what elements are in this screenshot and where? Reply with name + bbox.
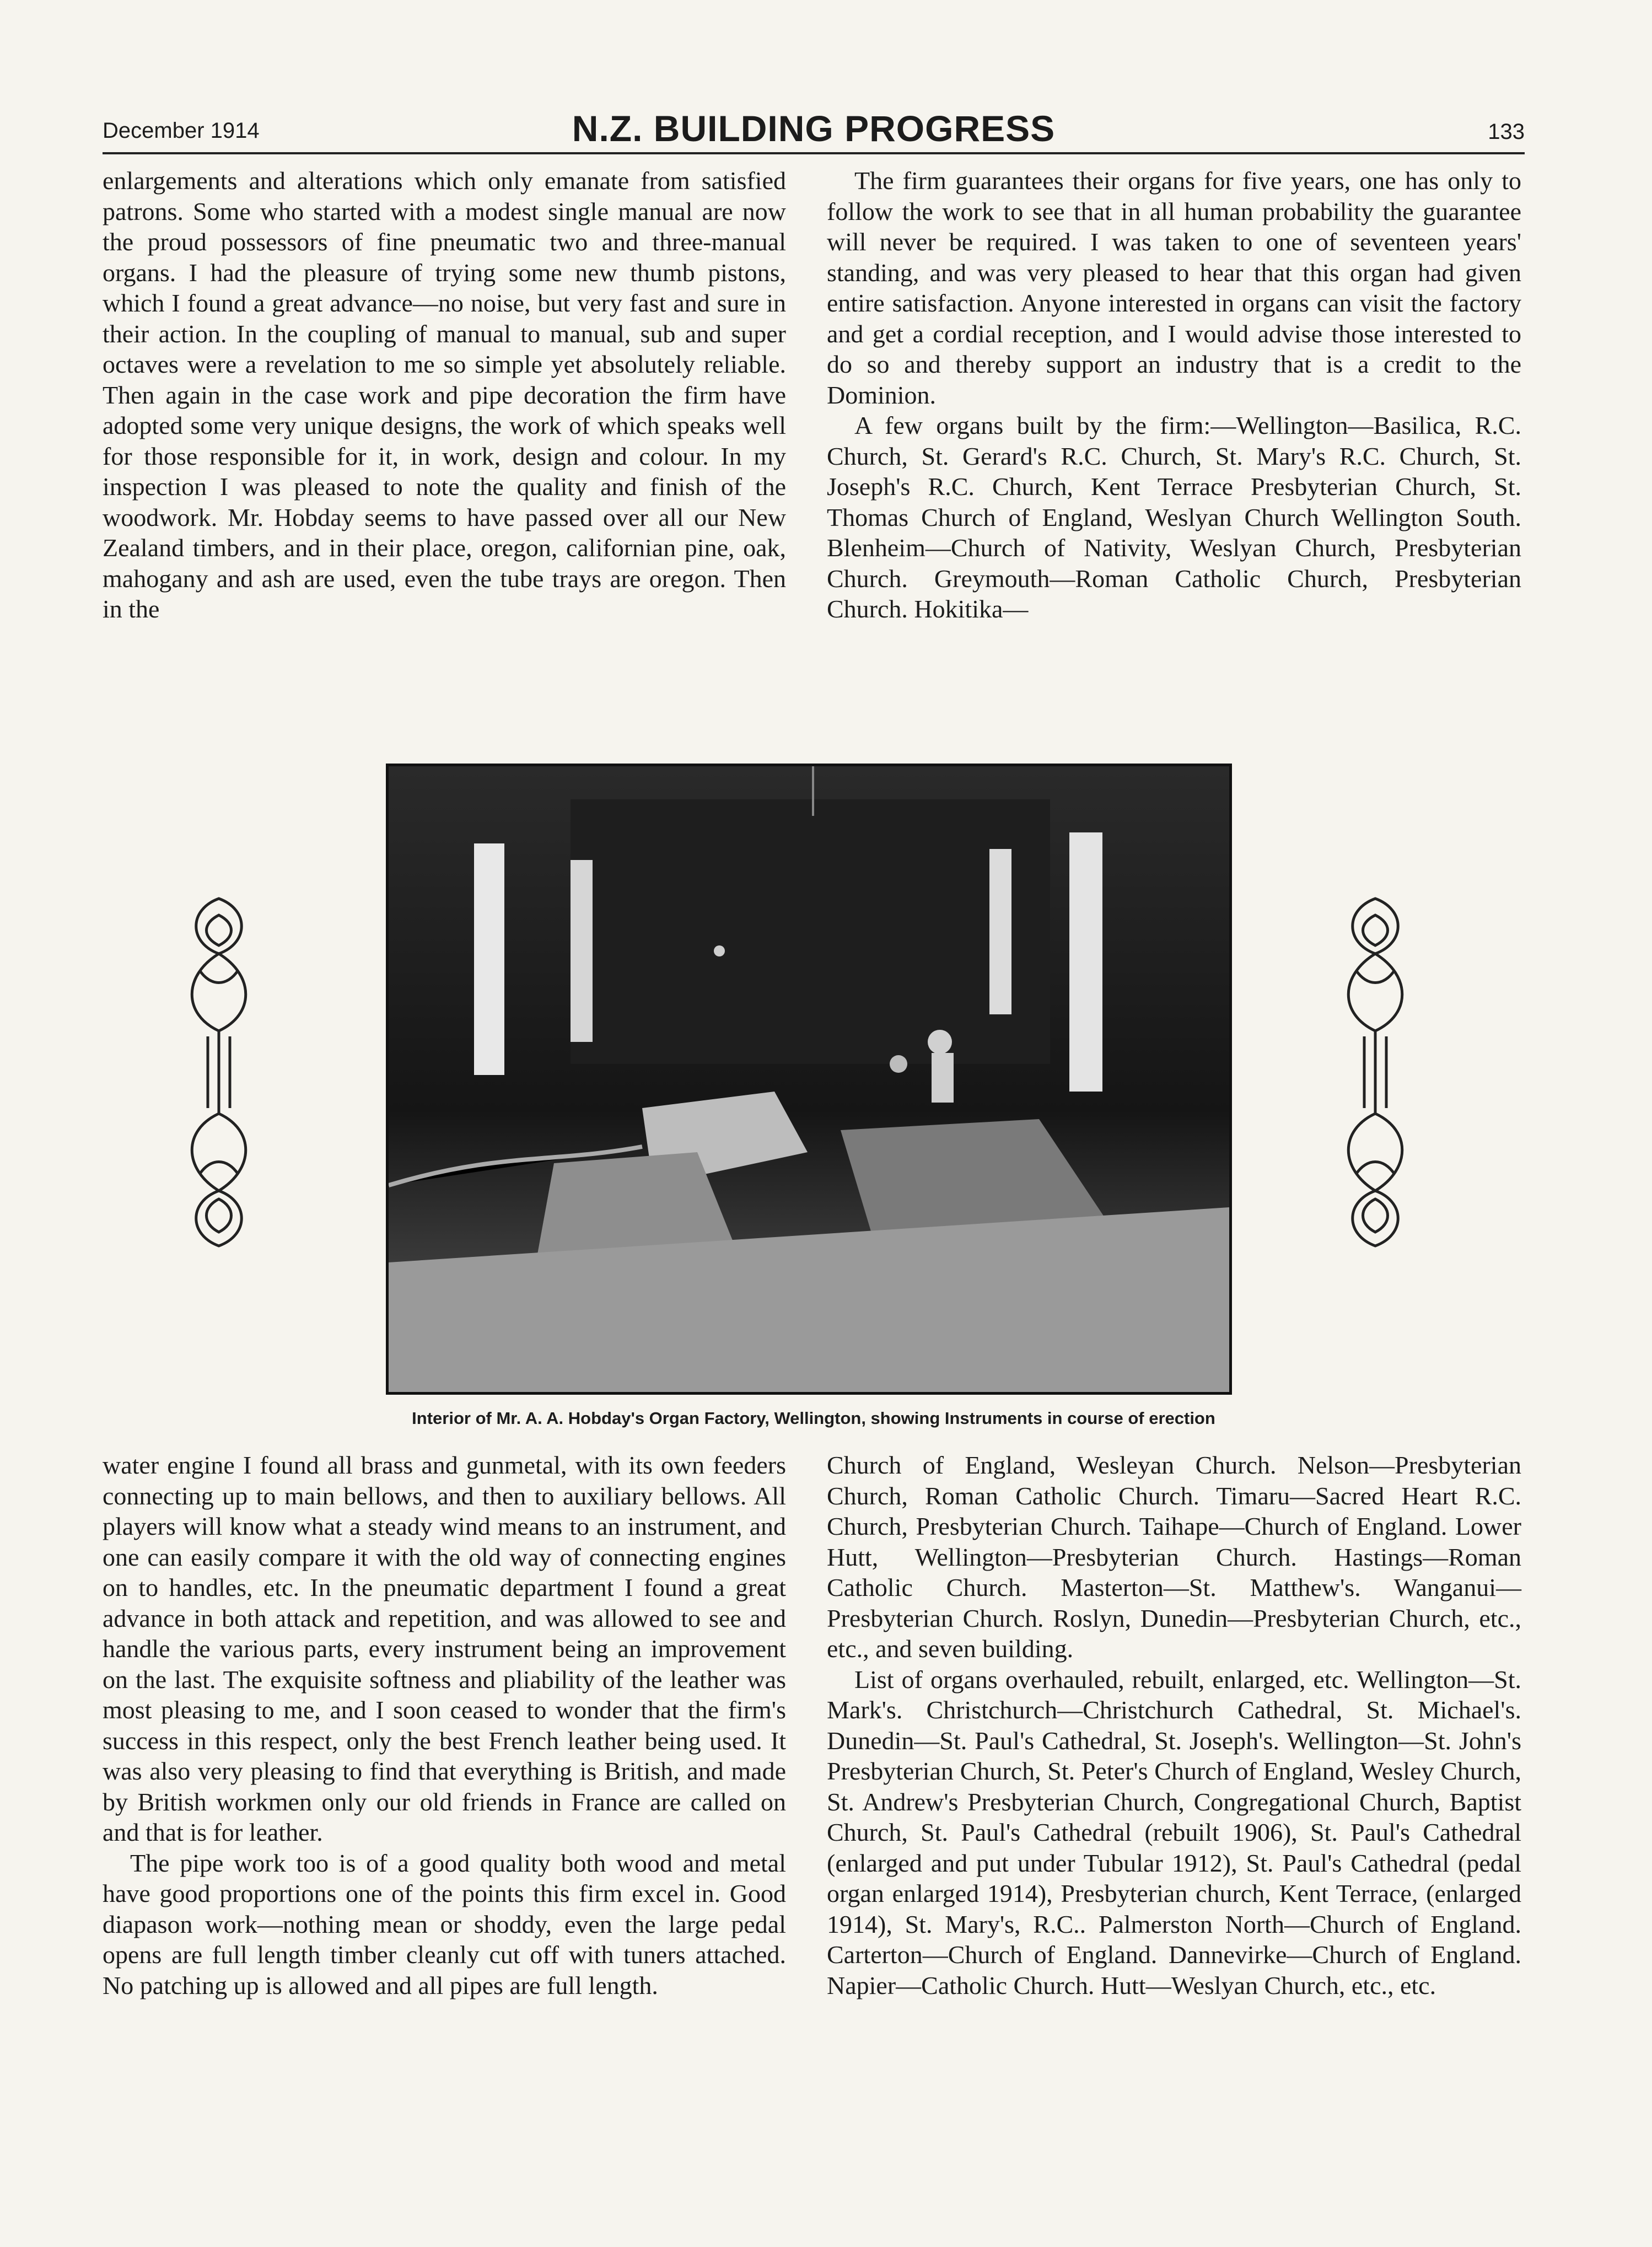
page-number: 133 (1488, 120, 1525, 144)
header-rule (103, 152, 1525, 154)
column-bottom-right (827, 1450, 1521, 2001)
column-top-left (103, 165, 786, 625)
art-nouveau-ornament-right-icon (1334, 893, 1417, 1251)
paragraph: enlargements and alterations which only emanate from satisfied patrons. Some who started with a modest single manual are now the proud possessors of fine pneumatic two and three-manual organs. I had the pleasure of trying some new thumb pistons, which I found a great advance—no noise, but very fast and sure in their action. In the coupling of manual to manual, sub and super octaves were a revelation to me so simple yet absolutely reliable. Then again in the case work and pipe decoration the firm have adopted some very unique designs, the work of which speaks well for those responsible for it, in work, design and colour. In my inspection I was pleased to note the quality and finish of the woodwork. Mr. Hobday seems to have passed over all our New Zealand timbers, and in their place, oregon, californian pine, oak, mahogany and ash are used, even the tube trays are oregon. Then in the (103, 166, 786, 623)
paragraph: The firm guarantees their organs for five years, one has only to follow the work to see that in all human probability the guarantee will never be required. I was taken to one of seventeen years' standing, and was very pleased to hear that this organ had given entire satisfaction. Anyone interested in organs can visit the factory and get a cordial reception, and I would advise those interested to do so and thereby support an industry that is a credit to the Dominion. (827, 166, 1521, 409)
paragraph: The pipe work too is of a good quality both wood and metal have good proportions one of the points this firm excel in. Good diapason work—nothing mean or shoddy, even the large pedal opens are full length timber cleanly cut off with tuners attached. No patching up is allowed and all pipes are full length. (103, 1848, 786, 1999)
issue-date: December 1914 (103, 119, 260, 143)
column-top-right (827, 165, 1521, 625)
page-header (103, 107, 1525, 152)
photo-caption: Interior of Mr. A. A. Hobday's Organ Factory, Wellington, showing Instruments in course of erection (412, 1409, 1215, 1428)
art-nouveau-ornament-left-icon (177, 893, 260, 1251)
paragraph: A few organs built by the firm:—Wellington—Basilica, R.C. Church, St. Gerard's R.C. Church, St. Mary's R.C. Church, St. Joseph's R.C. Church, Kent Terrace Presbyterian Church, St. Thomas Church of England, Weslyan Church Wellington South. Blenheim—Church of Nativity, Weslyan Church, Presbyterian Church. Greymouth—Roman Catholic Church, Presbyterian Church. Hokitika— (827, 411, 1521, 623)
paragraph: water engine I found all brass and gunmetal, with its own feeders connecting up to main bellows, and then to auxiliary bellows. All players will know what a steady wind means to an instrument, and one can easily compare it with the old way of connecting engines on to handles, etc. In the pneumatic department I found a great advance in both attack and repetition, and was allowed to see and handle the various parts, every instrument being an improvement on the last. The exquisite softness and pliability of the leather was most pleasing to me, and I soon ceased to wonder that the firm's success in this respect, only the best French leather being used. It was also very pleasing to find that everything is British, and made by British workmen only our old friends in France are called on and that is for leather. (103, 1451, 786, 1846)
factory-photo (386, 764, 1232, 1395)
publication-title: N.Z. BUILDING PROGRESS (572, 108, 1056, 149)
paragraph: Church of England, Wesleyan Church. Nelson—Presbyterian Church, Roman Catholic Church. Timaru—Sacred Heart R.C. Church, Presbyterian Church. Taihape—Church of England. Lower Hutt, Wellington—Presbyterian Church. Hastings—Roman Catholic Church. Masterton—St. Matthew's. Wanganui—Presbyterian Church. Roslyn, Dunedin—Presbyterian Church, etc., etc., and seven building. (827, 1451, 1521, 1663)
paragraph: List of organs overhauled, rebuilt, enlarged, etc. Wellington—St. Mark's. Christchurch—Christchurch Cathedral, St. Michael's. Dunedin—St. Paul's Cathedral, St. Joseph's. Wellington—St. John's Presbyterian Church, St. Peter's Church of England, Wesley Church, St. Andrew's Presbyterian Church, Congregational Church, Baptist Church, St. Paul's Cathedral (rebuilt 1906), St. Paul's Cathedral (enlarged and put under Tubular 1912), St. Paul's Cathedral (pedal organ enlarged 1914), Presbyterian church, Kent Terrace, (enlarged 1914), St. Mary's, R.C.. Palmerston North—Church of England. Carterton—Church of England. Dannevirke—Church of England. Napier—Catholic Church. Hutt—Weslyan Church, etc., etc. (827, 1665, 1521, 1999)
column-bottom-left (103, 1450, 786, 2001)
